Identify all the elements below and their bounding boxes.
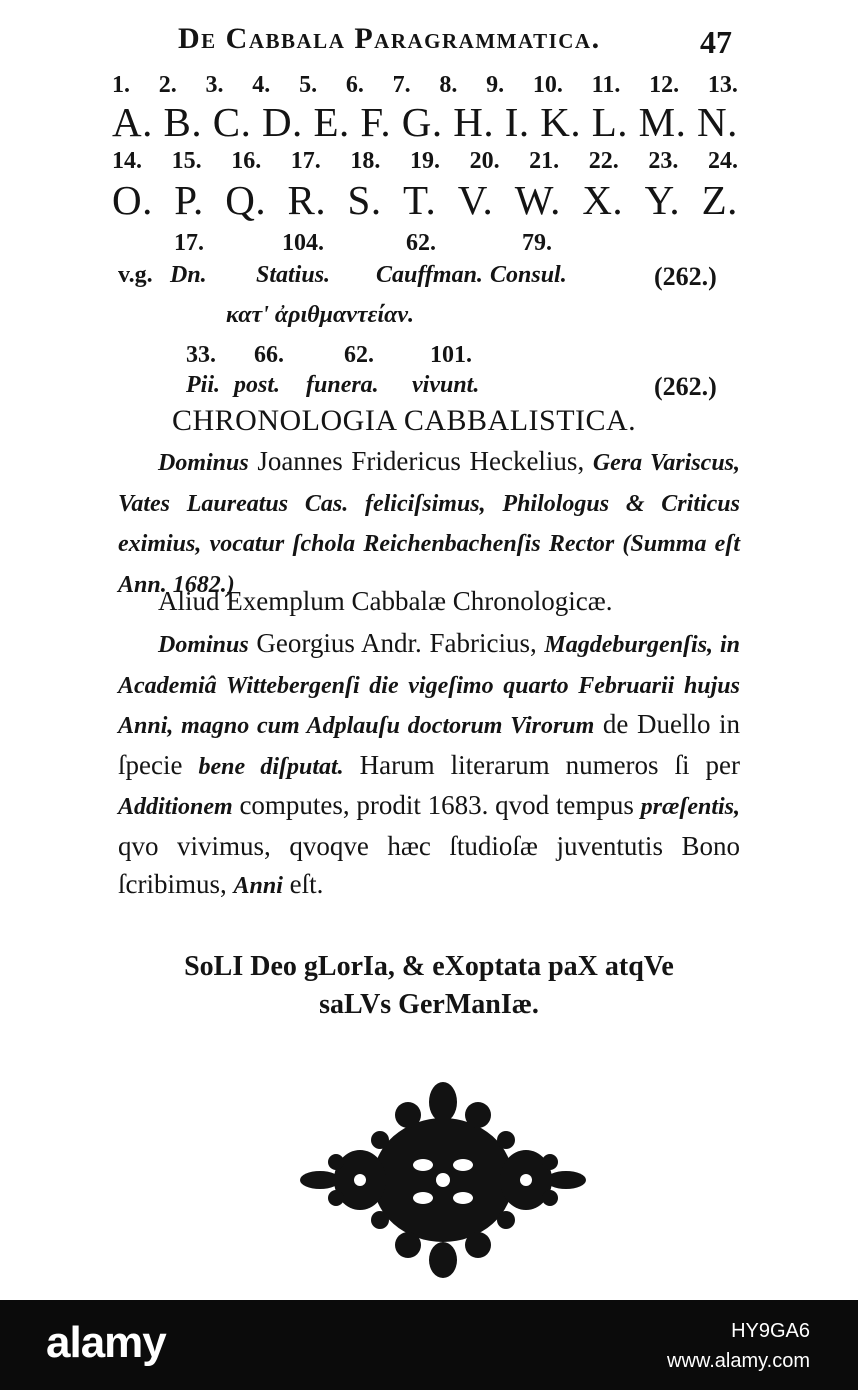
letter-cell: O.: [112, 177, 153, 223]
watermark-url: www.alamy.com: [667, 1350, 810, 1372]
number-cell: 2.: [158, 72, 177, 98]
italic-text: præſentis,: [640, 794, 740, 820]
letter-cell: D.: [261, 99, 303, 145]
letter-cell: Y.: [644, 177, 681, 223]
number-cell: 14.: [112, 148, 142, 174]
letter-cell: V.: [457, 177, 494, 223]
italic-text: Magdeburgenſis, in Academiâ Wittebergenſi die vigeſimo quarto Februarii hujus Anni, magno cum Adplauſu doctorum Virorum: [118, 632, 740, 739]
letter-cell: X.: [582, 177, 624, 223]
watermark-bar: [0, 1300, 858, 1390]
aliud-exemplum: Aliud Exemplum Cabbalæ Chronologicæ.: [158, 586, 613, 616]
number-cell: 11.: [591, 72, 621, 98]
text-run: computes, prodit 1683. qvod tempus: [239, 790, 634, 820]
number-cell: 8.: [439, 72, 458, 98]
text-run: eſt.: [289, 869, 324, 899]
paragraph-heckelius: [118, 442, 740, 604]
example1-sum: 104.: [282, 230, 324, 256]
letter-cell: N.: [697, 99, 738, 145]
page-number: 47: [700, 24, 732, 60]
italic-text: Additionem: [118, 794, 233, 820]
alamy-logo: alamy: [46, 1318, 166, 1367]
italic-text: Gera Variscus, Vates Laureatus Cas. feliciſsimus, Philologus & Criticus eximius, vocatur ſchola Reichenbachenſis Rector (Summa eſt Ann. 1682.): [118, 450, 741, 598]
number-cell: 10.: [532, 72, 563, 98]
text-run: qvo vivimus, qvoqve hæc ſtudioſæ juventutis Bono ſcribimus,: [118, 830, 740, 899]
letter-cell: Q.: [225, 177, 267, 223]
number-cell: 9.: [486, 72, 505, 98]
dominus-label: Dominus: [158, 632, 249, 658]
number-cell: 21.: [529, 148, 560, 174]
alphabet-letters-row-2: [112, 176, 738, 224]
number-cell: 4.: [252, 72, 271, 98]
alphabet-letters-row-1: [112, 98, 738, 146]
italic-text: bene diſputat.: [198, 753, 344, 780]
letter-cell: B.: [163, 99, 203, 145]
number-cell: 17.: [290, 148, 321, 174]
person-name: Georgius Andr. Fabricius,: [256, 628, 537, 658]
number-cell: 12.: [649, 72, 680, 98]
example1-word: Statius.: [256, 262, 331, 288]
letter-cell: F.: [360, 99, 392, 145]
number-cell: 5.: [299, 72, 318, 98]
example2-word: funera.: [306, 372, 379, 398]
letter-cell: Z.: [701, 177, 738, 223]
example1-word: Dn.: [170, 262, 207, 288]
example1-sum: 17.: [174, 230, 204, 256]
number-cell: 3.: [205, 72, 224, 98]
example2-sum: 62.: [344, 342, 374, 368]
image-id: HY9GA6: [731, 1320, 810, 1342]
text-run: Harum literarum numeros ſi per: [359, 749, 740, 780]
letter-cell: R.: [287, 177, 327, 223]
roman-text: de Duello in ſpecie: [118, 709, 741, 780]
letter-cell: T.: [403, 177, 437, 223]
letter-cell: E.: [313, 99, 350, 145]
example2-total: (262.): [654, 372, 717, 401]
letter-cell: K.: [540, 99, 582, 145]
letter-cell: L.: [591, 99, 629, 145]
number-cell: 13.: [707, 72, 738, 98]
greek-phrase: κατ' ἀριθμαντείαν.: [226, 302, 414, 328]
alphabet-numbers-row-2: [112, 148, 738, 175]
example1-total: (262.): [654, 262, 717, 291]
number-cell: 16.: [231, 148, 262, 174]
letter-cell: A.: [112, 99, 153, 145]
letter-cell: H.: [453, 99, 495, 145]
motto-line-2: saLVs GerManIæ.: [319, 989, 539, 1020]
example2-word: vivunt.: [412, 372, 480, 398]
number-cell: 19.: [409, 148, 440, 174]
example2-sum: 33.: [186, 342, 216, 368]
number-cell: 15.: [171, 148, 202, 174]
example1-sum: 62.: [406, 230, 436, 256]
number-cell: 1.: [112, 72, 130, 98]
example1-sum: 79.: [522, 230, 552, 256]
italic-text: Anni: [233, 873, 283, 899]
letter-cell: M.: [638, 99, 687, 145]
paragraph-fabricius: [118, 624, 740, 906]
example2-word: Pii.: [186, 372, 220, 398]
dominus-label: Dominus: [158, 450, 249, 476]
letter-cell: W.: [514, 177, 561, 223]
letter-cell: C.: [212, 99, 252, 145]
number-cell: 7.: [392, 72, 411, 98]
number-cell: 24.: [707, 148, 738, 174]
motto-line-1: SoLI Deo gLorIa, & eXoptata paX atqVe: [184, 951, 674, 982]
person-name: Joannes Fridericus Heckelius,: [257, 446, 585, 476]
letter-cell: I.: [504, 99, 530, 145]
example2-sum: 66.: [254, 342, 284, 368]
fleuron-ornament-icon: [298, 1080, 588, 1280]
number-cell: 6.: [345, 72, 364, 98]
number-cell: 22.: [588, 148, 619, 174]
running-head: De Cabbala Paragrammatica.: [178, 22, 601, 55]
number-cell: 23.: [648, 148, 679, 174]
example2-sum: 101.: [430, 342, 472, 368]
letter-cell: S.: [347, 177, 382, 223]
example1-prefix: v.g.: [118, 262, 153, 288]
example1-word: Consul.: [490, 262, 567, 288]
example1-word: Cauffman.: [376, 262, 483, 288]
letter-cell: G.: [401, 99, 443, 145]
example2-word: post.: [234, 372, 281, 398]
alphabet-numbers-row-1: [112, 72, 738, 99]
letter-cell: P.: [174, 177, 204, 223]
number-cell: 18.: [350, 148, 381, 174]
section-heading: CHRONOLOGIA CABBALISTICA.: [172, 404, 637, 437]
motto: [0, 948, 858, 1024]
number-cell: 20.: [469, 148, 500, 174]
